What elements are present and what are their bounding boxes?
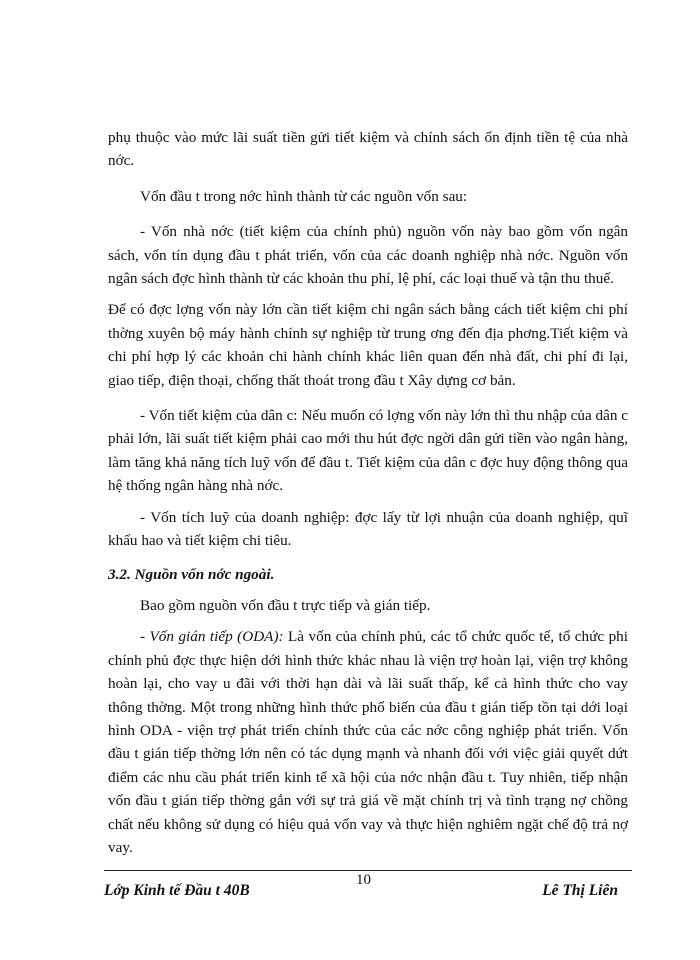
- footer-divider: [104, 870, 632, 871]
- oda-text: Là vốn của chính phủ, các tổ chức quốc tế, tổ chức phi chính phủ đợc thực hiện dới hình thức khác nhau là viện trợ hoàn lại, viện trợ không hoàn lại, cho vay u đãi với thời hạn dài và lãi suất thấp, kể cả hình thức cho vay thông thờng. Một trong những hình thức phổ biến của đầu t gián tiếp tồn tại dới loại hình ODA - viện trợ phát triển chính thức của các nớc công nghiệp phát triển. Vốn đầu t gián tiếp thờng lớn nên có tác dụng mạnh và nhanh đối với việc giải quyết dứt điểm các nhu cầu phát triển kinh tế xã hội của nớc nhận đầu t. Tuy nhiên, tiếp nhận vốn đầu t gián tiếp thờng gắn với sự trả giá về mặt chính trị và tình trạng nợ chồng chất nếu không sử dụng có hiệu quả vốn vay và thực hiện nghiêm ngặt chế độ trả nợ vay.: [108, 628, 628, 856]
- paragraph-budget-savings: Để có đợc lợng vốn này lớn cần tiết kiệm chi ngân sách bằng cách tiết kiệm chi phí thờng xuyên bộ máy hành chính sự nghiệp từ trung ơng đến địa phơng.Tiết kiệm và chi phí hợp lý các khoản chi hành chính khác liên quan đến nhà đất, chi phí đi lại, giao tiếp, điện thoại, chống thất thoát trong đầu t Xây dựng cơ bản.: [108, 301, 628, 389]
- paragraph-oda: [108, 625, 628, 859]
- footer-author: Lê Thị Liên: [542, 882, 618, 899]
- document-body: [108, 126, 628, 859]
- paragraph-foreign-capital-intro: Bao gồm nguồn vốn đầu t trực tiếp và gián tiếp.: [140, 596, 431, 614]
- paragraph-continuation: phụ thuộc vào mức lãi suất tiền gửi tiết kiệm và chính sách ổn định tiền tệ của nhà nớc.: [108, 129, 628, 170]
- paragraph-household-savings: - Vốn tiết kiệm của dân c: Nếu muốn có lợng vốn này lớn thì thu nhập của dân c phải lớn, lãi suất tiết kiệm phải cao mới thu hút đợc ngời dân gửi tiền vào ngân hàng, làm tăng khả năng tích luỹ vốn để đầu t. Tiết kiệm của dân c đợc huy động thông qua hệ thống ngân hàng nhà nớc.: [108, 407, 628, 495]
- paragraph-enterprise-accumulation: - Vốn tích luỹ của doanh nghiệp: đợc lấy từ lợi nhuận của doanh nghiệp, quĩ khấu hao và tiết kiệm chi tiêu.: [108, 508, 628, 550]
- page-number: 10: [356, 872, 371, 888]
- paragraph-state-capital: - Vốn nhà nớc (tiết kiệm của chính phủ) nguồn vốn này bao gồm vốn ngân sách, vốn tín dụng đầu t phát triển, vốn của các doanh nghiệp nhà nớc. Nguồn vốn ngân sách đợc hình thành từ các khoản thu phí, lệ phí, các loại thuế và tận thu thuế.: [108, 223, 628, 288]
- paragraph-domestic-capital-intro: Vốn đầu t trong nớc hình thành từ các nguồn vốn sau:: [140, 187, 468, 205]
- footer-class-name: Lớp Kinh tế Đầu t 40B: [104, 882, 250, 899]
- section-heading-foreign-capital: 3.2. Nguồn vốn nớc ngoài.: [108, 565, 275, 583]
- oda-label: - Vốn gián tiếp (ODA):: [140, 628, 284, 646]
- page-footer: [104, 874, 632, 904]
